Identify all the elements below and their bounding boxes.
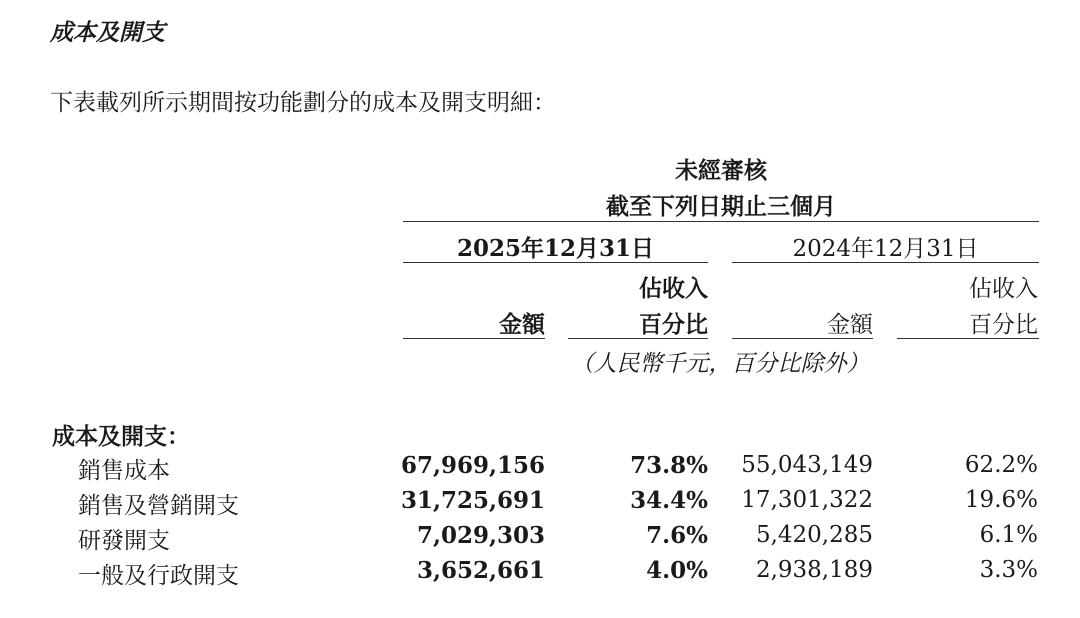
row-label: 銷售成本 xyxy=(78,458,170,484)
pct-2024: 3.3% xyxy=(979,557,1038,583)
pct-2025: 4.0% xyxy=(646,557,708,584)
header-rule-2025 xyxy=(403,262,708,263)
pct-2025: 7.6% xyxy=(646,522,708,549)
header-pct-2025-line1: 佔收入 xyxy=(639,275,708,302)
header-pct-2025-line2: 百分比 xyxy=(639,311,708,338)
row-label: 一般及行政開支 xyxy=(78,563,239,589)
pct-2024: 6.1% xyxy=(979,522,1038,548)
row-label: 研發開支 xyxy=(78,528,170,554)
amount-2025: 7,029,303 xyxy=(416,522,545,549)
amount-2025: 3,652,661 xyxy=(416,557,545,584)
group-label: 成本及開支： xyxy=(52,423,190,450)
header-rule-pct-2025 xyxy=(568,338,708,339)
intro-text: 下表載列所示期間按功能劃分的成本及開支明細： xyxy=(50,90,556,116)
header-date-2024: 2024年12月31日 xyxy=(792,236,979,262)
amount-2024: 55,043,149 xyxy=(741,452,873,478)
header-rule-amount-2025 xyxy=(403,338,545,339)
pct-2025: 34.4% xyxy=(630,487,708,514)
row-label: 銷售及營銷開支 xyxy=(78,493,239,519)
section-title: 成本及開支 xyxy=(50,19,165,46)
header-rule-amount-2024 xyxy=(732,338,873,339)
amount-2024: 2,938,189 xyxy=(755,557,873,583)
pct-2025: 73.8% xyxy=(630,452,708,479)
header-pct-2024-line1: 佔收入 xyxy=(969,276,1038,302)
pct-2024: 62.2% xyxy=(964,452,1038,478)
header-rule-2024 xyxy=(732,262,1039,263)
unit-note: （人民幣千元，百分比除外） xyxy=(570,351,870,377)
amount-2025: 67,969,156 xyxy=(400,452,545,479)
amount-2024: 5,420,285 xyxy=(755,522,873,548)
header-unaudited: 未經審核 xyxy=(675,157,767,184)
header-amount-2025: 金額 xyxy=(499,311,545,338)
amount-2024: 17,301,322 xyxy=(741,487,873,513)
header-pct-2024-line2: 百分比 xyxy=(969,312,1038,338)
header-period: 截至下列日期止三個月 xyxy=(606,193,836,220)
pct-2024: 19.6% xyxy=(964,487,1038,513)
amount-2025: 31,725,691 xyxy=(400,487,545,514)
header-rule-top xyxy=(403,221,1039,222)
header-rule-pct-2024 xyxy=(897,338,1039,339)
header-date-2025: 2025年12月31日 xyxy=(456,235,655,262)
header-amount-2024: 金額 xyxy=(827,312,873,338)
